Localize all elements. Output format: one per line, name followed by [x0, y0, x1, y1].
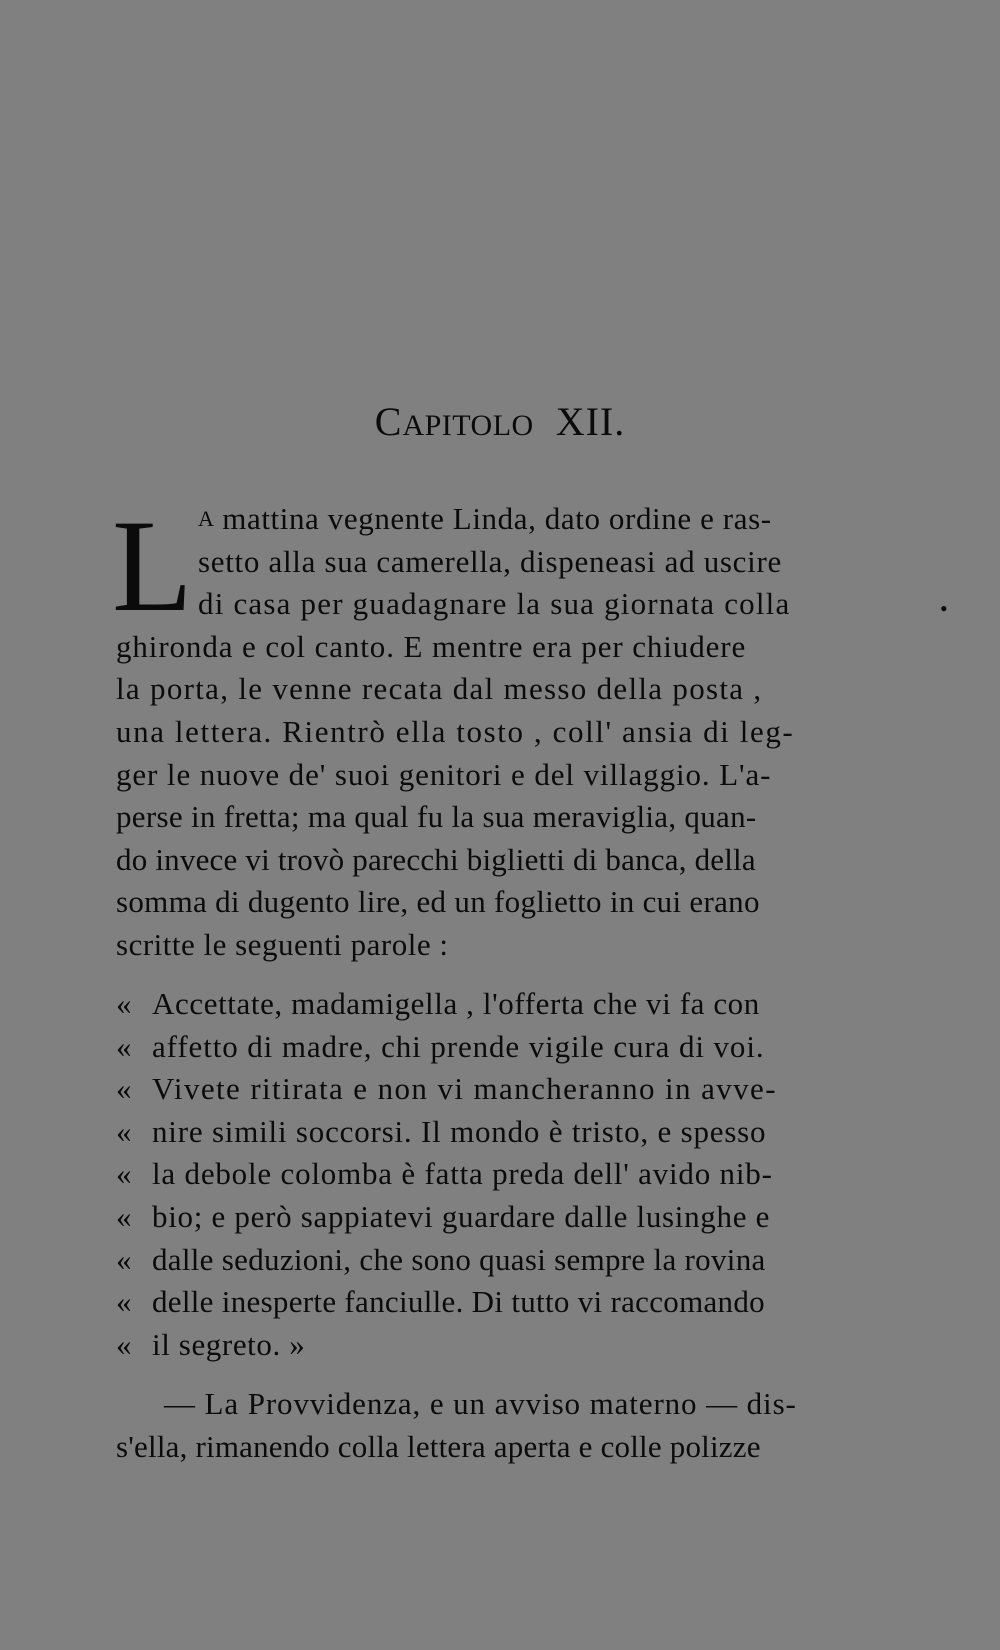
quote-line — [116, 1111, 928, 1154]
paragraph-line — [198, 541, 928, 584]
line-text: di casa per guadagnare la sua giornata colla — [198, 586, 791, 622]
quote-line — [116, 1068, 928, 1111]
quote-mark: « — [116, 1071, 132, 1107]
quote-line — [116, 1196, 928, 1239]
quote-line — [116, 1281, 928, 1324]
quote-line-text: bio; e però sappiatevi guardare dalle lusinghe e — [152, 1198, 771, 1234]
paragraph-line — [116, 626, 928, 669]
paragraph-line — [116, 754, 928, 797]
chapter-title — [0, 398, 1000, 450]
paragraph-line — [198, 498, 928, 541]
quote-mark: « — [116, 1113, 132, 1149]
paragraph-opening — [116, 498, 928, 967]
line-text: do invece vi trovò parecchi biglietti di banca, della — [116, 841, 756, 877]
quote-mark: « — [116, 1284, 132, 1320]
paragraph-line — [116, 796, 928, 839]
line-text: somma di dugento lire, ed un foglietto in cui erano — [116, 884, 760, 920]
quote-line-text: la debole colomba è fatta preda dell' avido nib- — [152, 1156, 773, 1192]
quote-line-text: Vivete ritirata e non vi mancheranno in avve- — [152, 1071, 777, 1107]
paragraph-line — [116, 881, 928, 924]
quote-line-text: il segreto. » — [152, 1326, 306, 1362]
chapter-title-initial: C — [374, 399, 403, 444]
quote-line — [116, 1026, 928, 1069]
margin-mark: • — [940, 596, 948, 621]
quote-line-text: dalle seduzioni, che sono quasi sempre la rovina — [152, 1241, 766, 1277]
drop-cap: L — [112, 492, 193, 639]
quote-line — [116, 1324, 928, 1367]
quoted-letter — [116, 983, 928, 1366]
paragraph-line — [116, 711, 928, 754]
quote-mark: « — [116, 986, 132, 1021]
line-text: setto alla sua camerella, dispeneasi ad uscire — [198, 543, 782, 579]
quote-mark: « — [116, 1198, 132, 1234]
quote-line-text: Accettate, madamigella , l'offerta che vi fa con — [152, 986, 760, 1021]
line-text: scritte le seguenti parole : — [116, 926, 449, 962]
quote-line-text: affetto di madre, chi prende vigile cura di voi. — [152, 1028, 765, 1064]
paragraph-line — [198, 583, 928, 626]
paragraph-closing — [116, 1383, 928, 1468]
line-text: la porta, le venne recata dal messo della posta , — [116, 671, 763, 707]
line-text: perse in fretta; ma qual fu la sua meraviglia, quan- — [116, 799, 757, 835]
line-text: ger le nuove de' suoi genitori e del villaggio. L'a- — [116, 756, 772, 792]
line-text: ghironda e col canto. E mentre era per chiudere — [116, 628, 747, 664]
quote-mark: « — [116, 1028, 132, 1064]
paragraph-line — [116, 839, 928, 882]
quote-mark: « — [116, 1241, 132, 1277]
quote-mark: « — [116, 1326, 132, 1362]
paragraph-line — [116, 924, 928, 967]
line-text: una lettera. Rientrò ella tosto , coll' ansia di leg- — [116, 713, 795, 749]
paragraph-line — [116, 1426, 928, 1469]
paragraph-line — [164, 1383, 928, 1426]
quote-line — [116, 1153, 928, 1196]
first-line-text: mattina vegnente Linda, dato ordine e ras- — [213, 501, 772, 536]
quote-line-text: nire simili soccorsi. Il mondo è tristo, e spesso — [152, 1113, 767, 1149]
quote-line-text: delle inesperte fanciulle. Di tutto vi raccomando — [152, 1284, 765, 1320]
quote-line — [116, 983, 928, 1026]
quote-mark: « — [116, 1156, 132, 1192]
line-text: — La Provvidenza, e un avviso materno — dis- — [164, 1386, 797, 1421]
quote-line — [116, 1239, 928, 1282]
chapter-number: XII. — [555, 399, 626, 444]
small-cap-letter: A — [198, 506, 214, 531]
chapter-title-word: APITOLO — [402, 409, 534, 442]
paragraph-line — [116, 668, 928, 711]
line-text: s'ella, rimanendo colla lettera aperta e colle polizze — [116, 1428, 761, 1464]
